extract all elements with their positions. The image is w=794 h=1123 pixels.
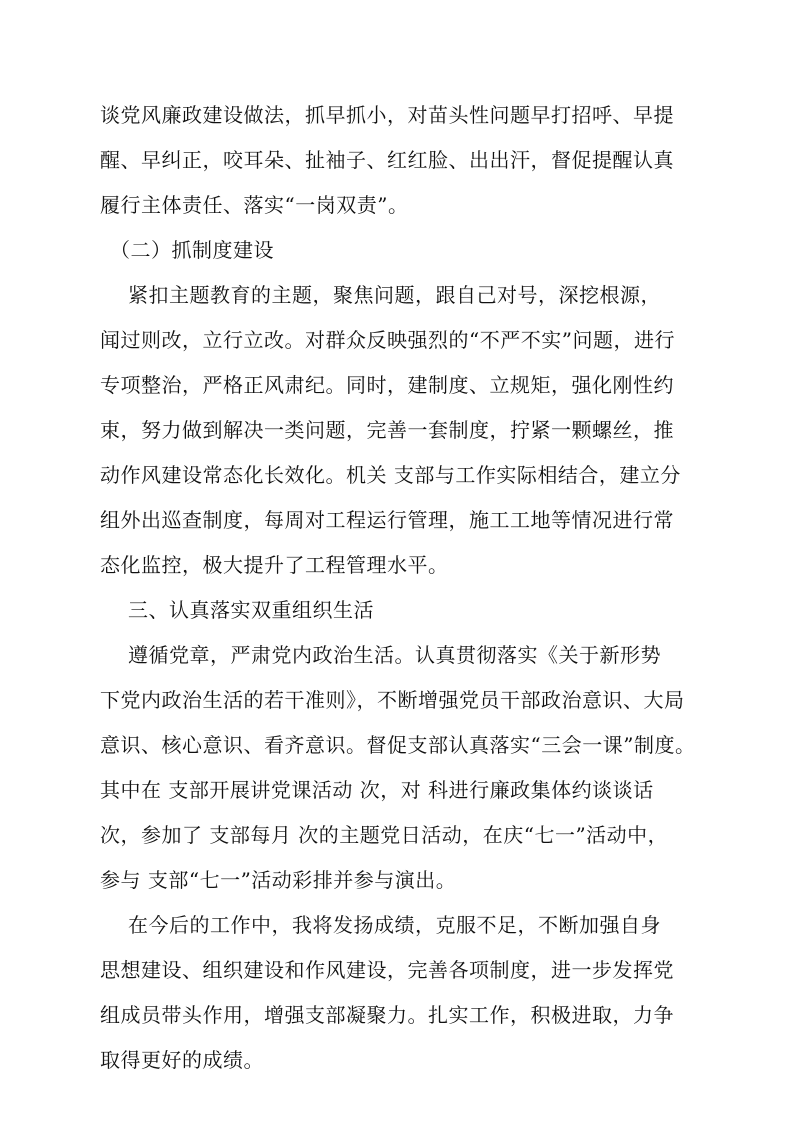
paragraph-line: 组成员带头作用，增强支部凝聚力。扎实工作，积极进取，力争: [100, 1003, 674, 1027]
section-heading: 三、认真落实双重组织生活: [128, 598, 374, 622]
paragraph-line: 紧扣主题教育的主题，聚焦问题，跟自己对号，深挖根源，: [128, 283, 661, 307]
paragraph-line: 取得更好的成绩。: [100, 1048, 264, 1072]
paragraph-line: 下党内政治生活的若干准则》，不断增强党员干部政治意识、大局: [100, 688, 685, 712]
paragraph-line: 态化监控，极大提升了工程管理水平。: [100, 553, 449, 577]
paragraph-line: 思想建设、组织建设和作风建设，完善各项制度，进一步发挥党: [100, 958, 674, 982]
paragraph-line: 意识、核心意识、看齐意识。督促支部认真落实“三会一课”制度。: [100, 733, 696, 757]
section-heading: （二）抓制度建设: [110, 238, 274, 262]
paragraph-line: 动作风建设常态化长效化。机关 支部与工作实际相结合，建立分: [100, 463, 681, 487]
paragraph-line: 专项整治，严格正风肃纪。同时，建制度、立规矩，强化刚性约: [100, 373, 674, 397]
paragraph-line: 参与 支部“七一”活动彩排并参与演出。: [100, 868, 457, 892]
paragraph-line: 谈党风廉政建设做法，抓早抓小，对苗头性问题早打招呼、早提: [100, 103, 674, 127]
paragraph-line: 束，努力做到解决一类问题，完善一套制度，拧紧一颗螺丝，推: [100, 418, 674, 442]
paragraph-line: 次，参加了 支部每月 次的主题党日活动，在庆“七一”活动中，: [100, 823, 669, 847]
paragraph-line: 醒、早纠正，咬耳朵、扯袖子、红红脸、出出汗，督促提醒认真: [100, 148, 674, 172]
paragraph-line: 遵循党章，严肃党内政治生活。认真贯彻落实《关于新形势: [128, 643, 661, 667]
paragraph-line: 闻过则改，立行立改。对群众反映强烈的“不严不实”问题，进行: [100, 328, 675, 352]
paragraph-line: 在今后的工作中，我将发扬成绩，克服不足，不断加强自身: [128, 913, 661, 937]
paragraph-line: 履行主体责任、落实“一岗双责”。: [100, 193, 409, 217]
paragraph-line: 组外出巡查制度，每周对工程运行管理，施工工地等情况进行常: [100, 508, 674, 532]
paragraph-line: 其中在 支部开展讲党课活动 次，对 科进行廉政集体约谈谈话: [100, 778, 654, 802]
